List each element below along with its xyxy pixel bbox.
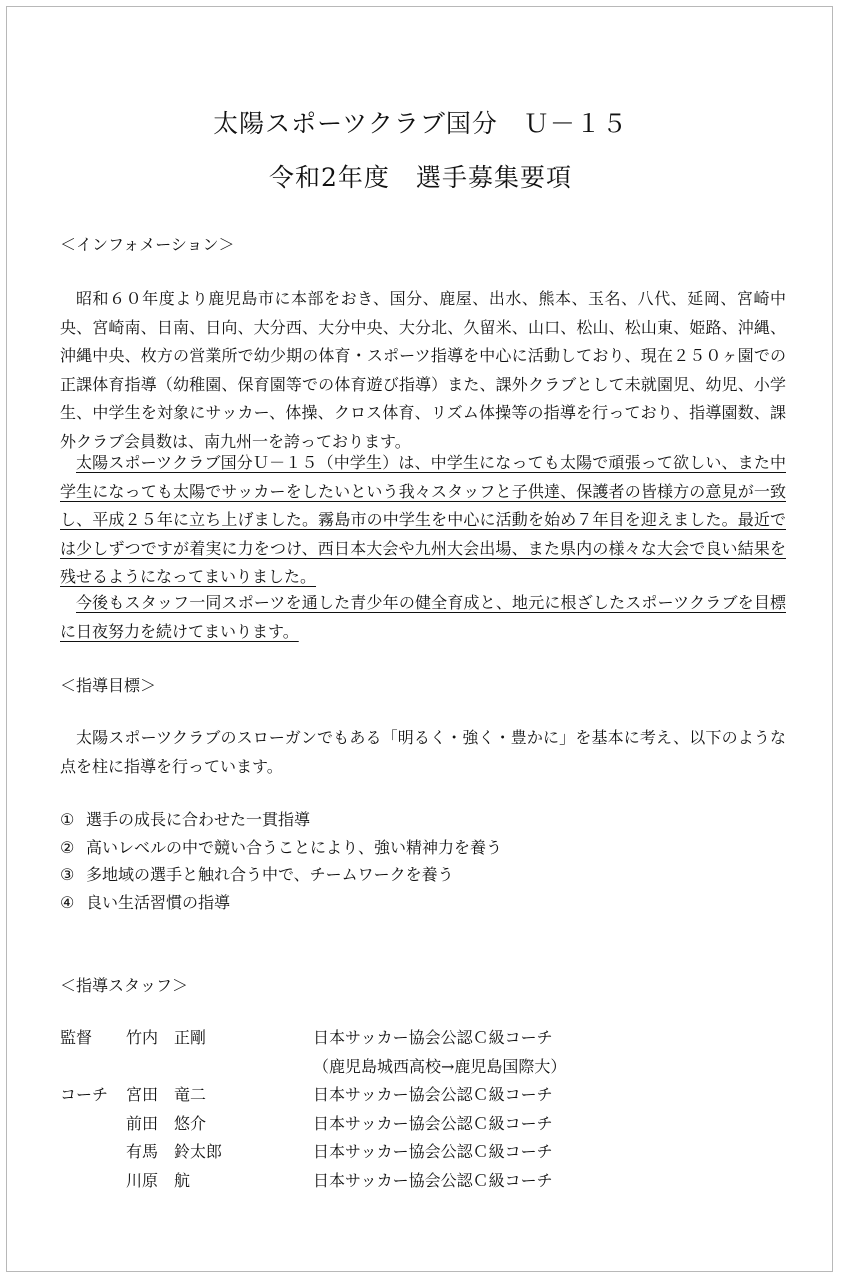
info-paragraph-2: 太陽スポーツクラブ国分Ｕ－１５（中学生）は、中学生になっても太陽で頑張って欲しい、また中学生になっても太陽でサッカーをしたいという我々スタッフと子供達、保護者の皆様方の意見が一致し、平成２５年に立ち上げました。霧島市の中学生を中心に活動を始め７年目を迎えました。最近では少しずつですが着実に力をつけ、西日本大会や九州大会出場、また県内の様々な大会で良い結果を残せるようになってまいりました。 [60, 453, 786, 587]
goals-list [60, 806, 502, 916]
staff-credential: 日本サッカー協会公認Ｃ級コーチ [313, 1085, 553, 1105]
goal-text: 選手の成長に合わせた一貫指導 [86, 810, 311, 829]
document-title: 太陽スポーツクラブ国分 Ｕ－１５ [213, 109, 628, 138]
goal-item [60, 806, 502, 834]
staff-name: 前田 悠介 [126, 1113, 207, 1133]
info-paragraph-2-wrap [60, 449, 786, 592]
goal-number: ② [60, 837, 75, 857]
goals-intro: 太陽スポーツクラブのスローガンでもある「明るく・強く・豊かに」を基本に考え、以下のような点を柱に指導を行っています。 [60, 728, 786, 776]
staff-name: 有馬 鈴太郎 [126, 1142, 223, 1162]
staff-heading: ＜指導スタッフ＞ [60, 976, 189, 995]
info-paragraph-3: 今後もスタッフ一同スポーツを通した青少年の健全育成と、地元に根ざしたスポーツクラブを目標に日夜努力を続けてまいります。 [60, 593, 786, 641]
goal-item [60, 889, 502, 917]
info-paragraph-1: 昭和６０年度より鹿児島市に本部をおき、国分、鹿屋、出水、熊本、玉名、八代、延岡、宮崎中央、宮崎南、日南、日向、大分西、大分中央、大分北、久留米、山口、松山、松山東、姫路、沖縄、沖縄中央、枚方の営業所で幼少期の体育・スポーツ指導を中心に活動しており、現在２５０ヶ園での正課体育指導（幼稚園、保育園等での体育遊び指導）また、課外クラブとして未就園児、幼児、小学生、中学生を対象にサッカー、体操、クロス体育、リズム体操等の指導を行っており、指導園数、課外クラブ会員数は、南九州一を誇っております。 [60, 289, 786, 451]
goal-number: ④ [60, 892, 75, 912]
info-heading: ＜インフォメーション＞ [60, 235, 235, 254]
goal-number: ③ [60, 865, 75, 884]
goals-heading: ＜指導目標＞ [60, 676, 157, 695]
goal-text: 高いレベルの中で競い合うことにより、強い精神力を養う [86, 837, 503, 857]
staff-credential: 日本サッカー協会公認Ｃ級コーチ [313, 1142, 553, 1162]
staff-role: コーチ [60, 1085, 109, 1105]
staff-credential: 日本サッカー協会公認Ｃ級コーチ [313, 1028, 553, 1047]
staff-credential: （鹿児島城西高校→鹿児島国際大） [313, 1056, 567, 1076]
staff-credential: 日本サッカー協会公認Ｃ級コーチ [313, 1170, 553, 1190]
document-subtitle: 令和2年度 選手募集要項 [269, 163, 572, 192]
info-paragraph-3-wrap [60, 589, 786, 646]
goal-item [60, 834, 502, 862]
goal-text: 多地域の選手と触れ合う中で、チームワークを養う [86, 865, 454, 884]
staff-name: 竹内 正剛 [126, 1028, 207, 1047]
staff-credential: 日本サッカー協会公認Ｃ級コーチ [313, 1113, 553, 1133]
goal-text: 良い生活習慣の指導 [86, 892, 231, 912]
staff-name: 宮田 竜二 [126, 1085, 207, 1105]
staff-name: 川原 航 [126, 1170, 191, 1190]
goal-item [60, 861, 502, 889]
staff-role: 監督 [60, 1028, 93, 1047]
goal-number: ① [60, 810, 75, 829]
